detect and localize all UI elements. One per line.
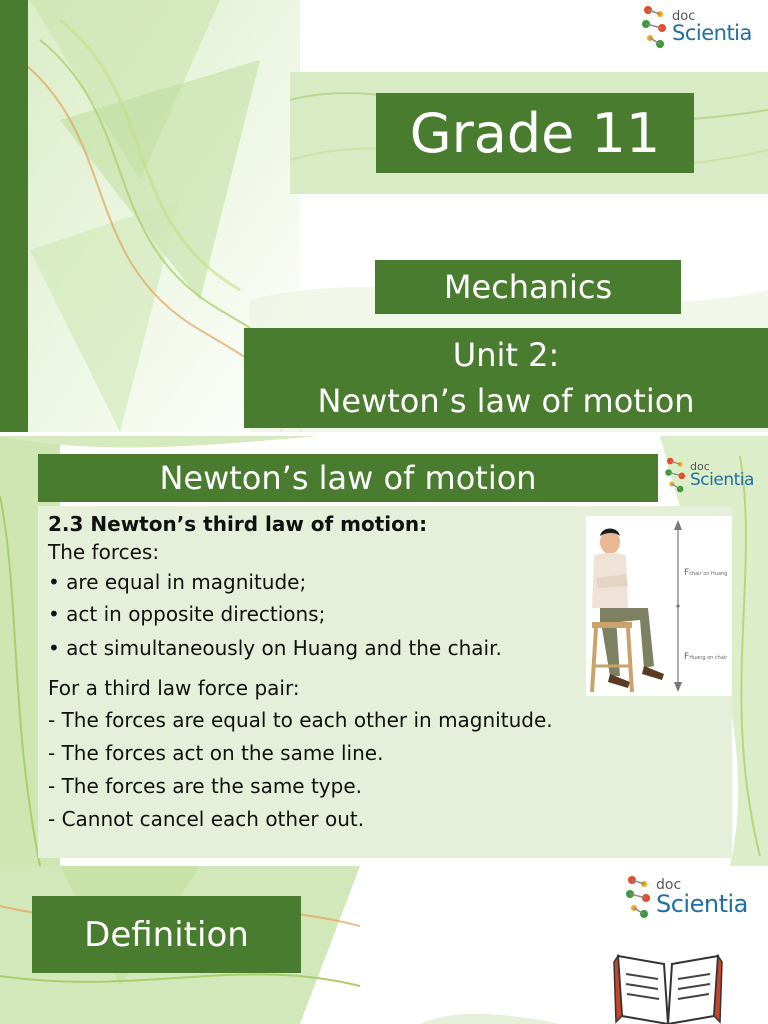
content-header: Newton’s law of motion xyxy=(159,459,537,497)
bullet-item: • act simultaneously on Huang and the chair. xyxy=(48,636,502,660)
pair-point: - The forces act on the same line. xyxy=(48,741,384,765)
force-label-top-sub: chair on Huang xyxy=(689,571,728,577)
slide-content xyxy=(0,436,768,866)
logo-scientia-text: Scientia xyxy=(672,21,752,45)
logo-doc-text: doc xyxy=(656,877,682,893)
pair-intro: For a third law force pair: xyxy=(48,676,300,700)
force-label-bottom-main: F xyxy=(684,652,690,662)
forces-intro: The forces: xyxy=(48,540,160,564)
force-label-bottom xyxy=(684,644,727,663)
force-label-top xyxy=(684,560,727,579)
molecule-logo-icon xyxy=(638,4,672,50)
logo-doc-text: doc xyxy=(672,9,696,24)
logo-scientia-text: Scientia xyxy=(656,890,748,918)
docscientia-logo xyxy=(662,454,754,496)
logo-doc-text: doc xyxy=(690,460,710,473)
molecule-logo-icon xyxy=(662,454,690,496)
left-accent-bar xyxy=(0,0,28,432)
force-pair-figure xyxy=(586,516,732,696)
open-book-icon xyxy=(612,942,724,1024)
grade-title: Grade 11 xyxy=(409,101,661,165)
subject-title: Mechanics xyxy=(443,268,613,306)
logo-scientia-text: Scientia xyxy=(690,470,754,490)
logo-wordmark xyxy=(690,461,754,489)
docscientia-logo xyxy=(622,870,748,924)
grade-title-box xyxy=(376,93,694,173)
content-header-box xyxy=(38,454,658,502)
pair-point: - Cannot cancel each other out. xyxy=(48,807,365,831)
bullet-item: • are equal in magnitude; xyxy=(48,570,307,594)
molecule-logo-icon xyxy=(622,870,656,924)
unit-title: Newton’s law of motion xyxy=(317,382,695,420)
unit-number: Unit 2: xyxy=(452,336,560,374)
unit-box xyxy=(244,328,768,428)
pair-point: - The forces are equal to each other in magnitude. xyxy=(48,708,553,732)
slide-definition xyxy=(0,866,768,1024)
section-title: 2.3 Newton’s third law of motion: xyxy=(48,512,428,536)
person-sitting-figure xyxy=(586,516,732,696)
definition-box xyxy=(32,896,301,973)
logo-wordmark xyxy=(672,10,752,44)
logo-wordmark xyxy=(656,878,748,916)
definition-label: Definition xyxy=(84,914,249,955)
content-body xyxy=(48,510,588,836)
pair-point: - The forces are the same type. xyxy=(48,774,363,798)
subject-box xyxy=(375,260,681,314)
force-label-bottom-sub: Huang on chair xyxy=(689,655,728,661)
bullet-item: • act in opposite directions; xyxy=(48,602,326,626)
docscientia-logo xyxy=(638,4,752,50)
slide-title xyxy=(0,0,768,432)
force-label-top-main: F xyxy=(684,568,690,578)
